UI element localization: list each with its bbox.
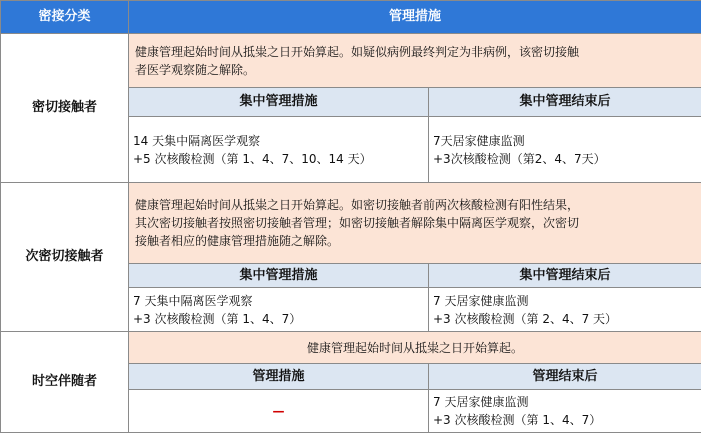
sub-header-left: 集中管理措施 xyxy=(129,88,429,117)
secondary-contact-left-cell xyxy=(129,288,429,332)
note-line: 其次密切接触者按照密切接触者管理；如密切接触者解除集中隔离医学观察，次密切 xyxy=(135,216,580,230)
secondary-contact-right-cell xyxy=(429,288,701,332)
secondary-contact-note xyxy=(129,183,701,264)
sub-header-left: 集中管理措施 xyxy=(129,264,429,288)
detail-line: +5 次核酸检测（第 1、4、7、10、14 天） xyxy=(133,151,372,166)
detail-line: 7 天居家健康监测 xyxy=(433,395,529,409)
detail-line: 7天居家健康监测 xyxy=(433,133,525,148)
spatiotemporal-left-cell xyxy=(129,390,429,433)
sub-header-right: 集中管理结束后 xyxy=(429,88,701,117)
close-contact-left-cell xyxy=(129,117,429,183)
detail-line: +3 次核酸检测（第 2、4、7 天） xyxy=(433,311,618,326)
detail-line: 14 天集中隔离医学观察 xyxy=(133,133,261,148)
note-line: 接触者相应的健康管理措施随之解除。 xyxy=(135,234,340,248)
spatiotemporal-right-cell xyxy=(429,390,701,433)
close-contact-note-row xyxy=(1,34,701,88)
detail-line: +3 次核酸检测（第 1、4、7） xyxy=(133,311,302,326)
close-contact-right-cell xyxy=(429,117,701,183)
close-contact-note xyxy=(129,34,701,88)
note-line: 健康管理起始时间从抵粜之日开始算起。 xyxy=(307,340,524,355)
note-line: 健康管理起始时间从抵粜之日开始算起。如密切接触者前两次核酸检测有阳性结果， xyxy=(135,198,580,212)
category-secondary-contact: 次密切接触者 xyxy=(1,183,129,332)
category-spatiotemporal-companion: 时空伴随者 xyxy=(1,332,129,433)
sub-header-right: 集中管理结束后 xyxy=(429,264,701,288)
note-line: 健康管理起始时间从抵粜之日开始算起。如疑似病例最终判定为非病例，该密切接触 xyxy=(135,44,580,59)
detail-line: +3次核酸检测（第2、4、7天） xyxy=(433,151,606,166)
spatiotemporal-note-row xyxy=(1,332,701,364)
detail-line: 7 天居家健康监测 xyxy=(433,293,529,308)
secondary-contact-note-row xyxy=(1,183,701,264)
header-measures: 管理措施 xyxy=(129,1,701,34)
sub-header-left: 管理措施 xyxy=(129,364,429,390)
note-line: 者医学观察随之解除。 xyxy=(135,62,256,77)
category-close-contact: 密切接触者 xyxy=(1,34,129,183)
header-category: 密接分类 xyxy=(1,1,129,34)
dash-mark: — xyxy=(272,404,285,418)
detail-line: 7 天集中隔离医学观察 xyxy=(133,293,253,308)
detail-line: +3 次核酸检测（第 1、4、7） xyxy=(433,413,602,427)
spatiotemporal-note xyxy=(129,332,701,364)
sub-header-right: 管理结束后 xyxy=(429,364,701,390)
header-row xyxy=(1,1,701,34)
